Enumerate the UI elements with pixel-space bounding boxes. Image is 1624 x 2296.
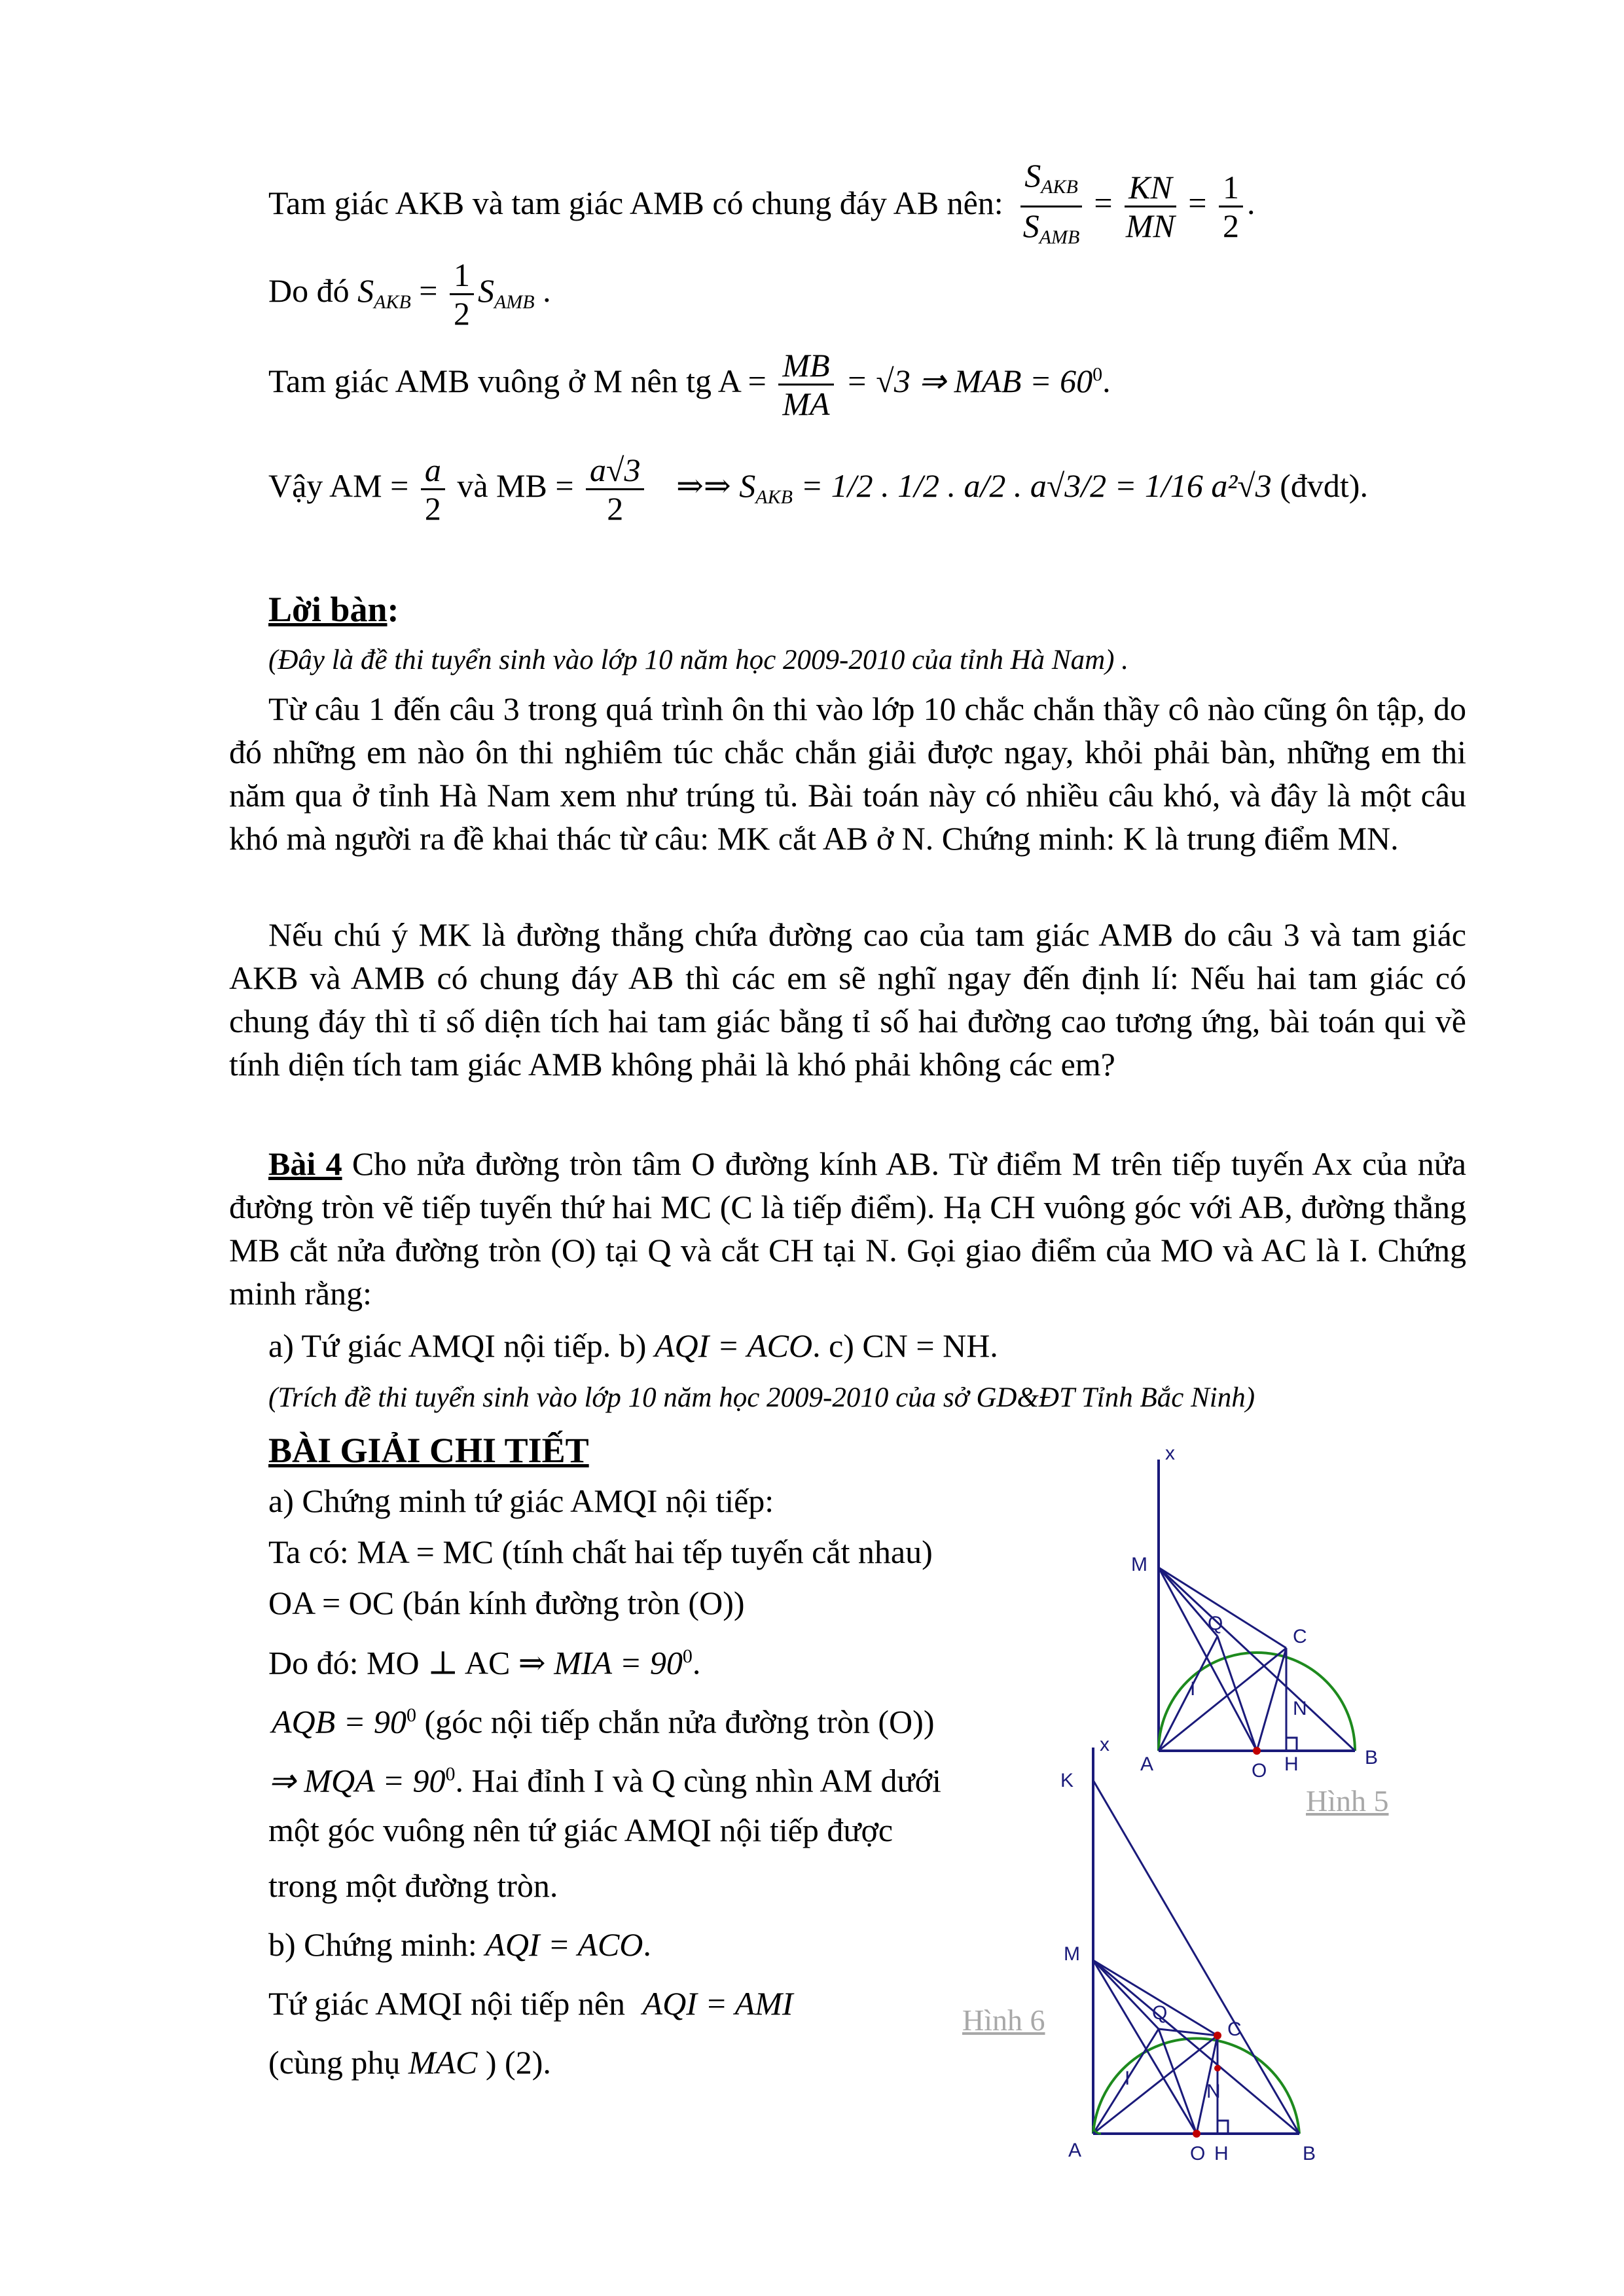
point-n-2 (1214, 2065, 1221, 2072)
problem-4-source: (Trích đề thi tuyển sinh vào lớp 10 năm học 2009-2010 của sở GD&ĐT Tỉnh Bắc Ninh) (268, 1382, 1255, 1413)
problem-4-label: Bài 4 (268, 1145, 342, 1182)
solution-a-line-4: AQB = $90^0$ (góc nội tiếp chắn nửa đường tròn (O)) (272, 1703, 935, 1740)
label-o-2: O (1190, 2143, 1206, 2164)
solution-line-1: Tam giác AKB và tam giác AMB có chung đáy AB nên: $\frac{S_{AKB}}{S_{AMB}}$ = $\frac{KN}{MN}$ = $\frac{1}{2}$ . (268, 157, 1255, 256)
label-q-2: Q (1152, 2002, 1168, 2024)
detailed-solution-heading: BÀI GIẢI CHI TIẾT (268, 1431, 589, 1470)
label-i-2: I (1125, 2068, 1130, 2089)
label-o: O (1252, 1760, 1267, 1782)
solution-a-line-3: Do đó: MO ⊥ AC ⇒ MIA = $90^0$. (268, 1644, 701, 1681)
label-c-2: C (1227, 2018, 1242, 2040)
solution-b-title: b) Chứng minh: AQI = ACO. (268, 1926, 651, 1963)
label-m-2: M (1064, 1943, 1080, 1965)
solution-a-line-7: trong một đường tròn. (268, 1867, 558, 1904)
commentary-para-1: Từ câu 1 đến câu 3 trong quá trình ôn thi vào lớp 10 chắc chắn thầy cô nào cũng ôn tập, do đó những em nào ôn thi nghiêm túc chắc chắn giải được ngay, khỏi phải bàn, những em thi năm qua ở tỉnh Hà Nam xem như trúng tủ. Bài toán này có nhiều câu khó, và đây là một câu khó mà người ra đề khai thác từ câu: MK cắt AB ở N. Chứng minh: K là trung điểm MN. (229, 691, 1466, 857)
label-c: C (1293, 1626, 1307, 1647)
figure-6-caption: Hình 6 (962, 2003, 1045, 2037)
solution-a-title: a) Chứng minh tứ giác AMQI nội tiếp: (268, 1482, 774, 1519)
solution-line-3: Tam giác AMB vuông ở M nên tg A = $\frac{MB}{MA}$ = √3 ⇒ MAB = $60^0$. (268, 347, 1111, 422)
solution-a-line-5: ⇒ MQA = $90^0$. Hai đỉnh I và Q cùng nhìn AM dưới (268, 1762, 941, 1799)
label-n: N (1293, 1698, 1307, 1719)
label-x: x (1165, 1443, 1175, 1464)
label-a-2: A (1068, 2140, 1082, 2161)
label-q: Q (1208, 1613, 1223, 1634)
solution-a-line-2: OA = OC (bán kính đường tròn (O)) (268, 1585, 745, 1621)
label-m: M (1131, 1554, 1147, 1575)
label-b-2: B (1303, 2143, 1316, 2164)
commentary-source: (Đây là đề thi tuyển sinh vào lớp 10 năm học 2009-2010 của tỉnh Hà Nam) . (268, 645, 1128, 675)
figure-5-caption: Hình 5 (1306, 1784, 1389, 1818)
label-n-2: N (1206, 2081, 1221, 2102)
commentary-heading: Lời bàn: (268, 590, 399, 629)
commentary-para-2: Nếu chú ý MK là đường thẳng chứa đường cao của tam giác AMB do câu 3 và tam giác AKB và AMB có chung đáy AB thì các em sẽ nghĩ ngay đến định lí: Nếu hai tam giác có chung đáy thì tỉ số diện tích hai tam giác bằng tỉ số hai đường cao tương ứng, bài toán qui về tính diện tích tam giác AMB không phải là khó phải không các em? (229, 916, 1466, 1083)
solution-a-line-1: Ta có: MA = MC (tính chất hai tếp tuyến cắt nhau) (268, 1534, 933, 1570)
label-b: B (1365, 1747, 1379, 1768)
point-c-2 (1214, 2032, 1221, 2039)
label-x-2: x (1100, 1734, 1110, 1755)
label-h: H (1284, 1753, 1299, 1775)
solution-line-2: Do đó $S_{AKB}$ = $\frac{1}{2}$ $S_{AMB}$ . (268, 257, 551, 332)
solution-b-line-1: Tứ giác AMQI nội tiếp nên AQI = AMI (268, 1985, 793, 2022)
problem-4-statement: Bài 4 Cho nửa đường tròn tâm O đường kính AB. Từ điểm M trên tiếp tuyến Ax của nửa đường tròn vẽ tiếp tuyến thứ hai MC (C là tiếp điểm). Hạ CH vuông góc với AB, đường thẳng MB cắt nửa đường tròn (O) tại Q và cắt CH tại N. Gọi giao điểm của MO và AC là I. Chứng minh rằng: (229, 1145, 1467, 1312)
figure-6 (1060, 1728, 1401, 2166)
label-h-2: H (1214, 2143, 1229, 2164)
label-i: I (1190, 1678, 1196, 1700)
label-k-2: K (1060, 1770, 1074, 1791)
solution-b-line-2: (cùng phụ MAC ) (2). (268, 2044, 551, 2081)
solution-line-4: Vậy AM = $\frac{a}{2}$ và MB = $\frac{a√3}{2}$ ⇒⇒ $S_{AKB} = 1/2$ . 1/2 . a/2 . a√3/2 = 1/16 a²√3 (đvdt). (268, 452, 1368, 527)
area-ratio-fraction: $\frac{S_{AKB}}{S_{AMB}}$ (1020, 157, 1082, 256)
solution-a-line-6: một góc vuông nên tứ giác AMQI nội tiếp được (268, 1812, 893, 1848)
point-o-2 (1193, 2130, 1200, 2138)
label-a: A (1140, 1753, 1154, 1775)
problem-4-parts: a) Tứ giác AMQI nội tiếp. b) AQI = ACO. c) CN = NH. (268, 1327, 998, 1364)
